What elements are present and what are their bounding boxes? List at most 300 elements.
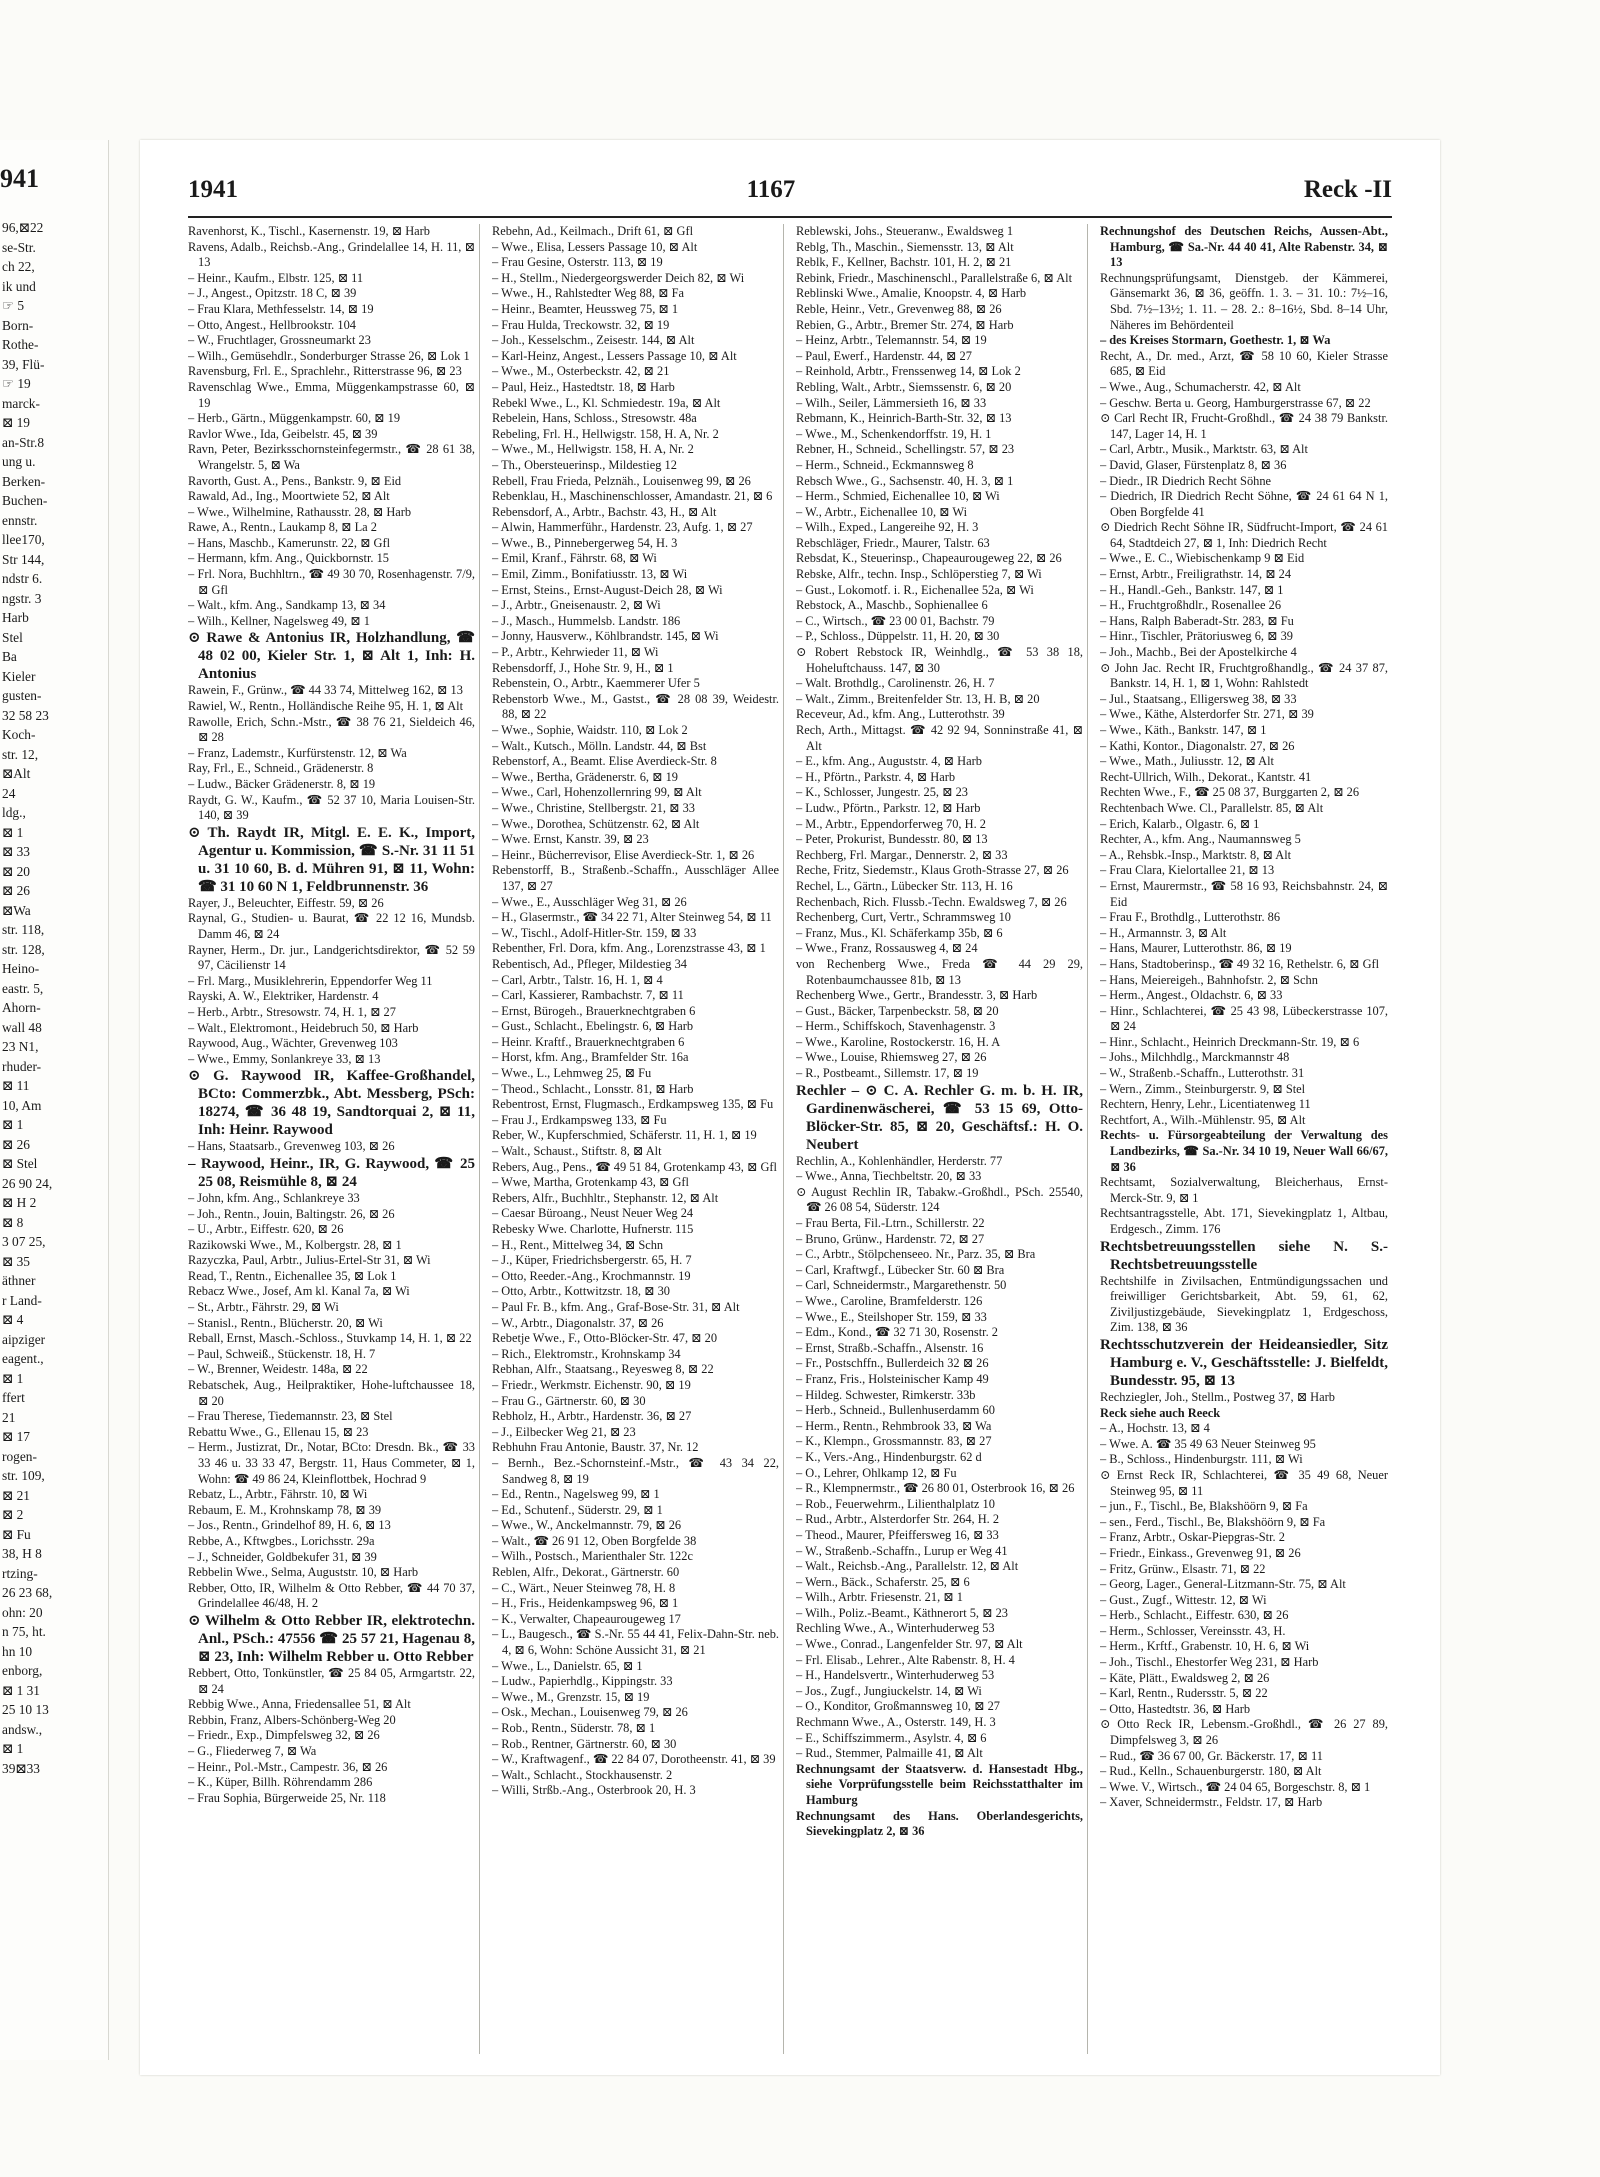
directory-entry: – Stanisl., Rentn., Blücherstr. 20, ⊠ Wi (188, 1315, 383, 1330)
directory-entry: – Frau G., Gärtnerstr. 60, ⊠ 30 (492, 1393, 646, 1408)
directory-entry: – C., Wärt., Neuer Steinweg 78, H. 8 (492, 1580, 676, 1595)
directory-entry: Rebacz Wwe., Josef, Am kl. Kanal 7a, ⊠ Wi (188, 1284, 410, 1299)
directory-entry: – Wwe., Dorothea, Schützenstr. 62, ⊠ Alt (492, 816, 700, 831)
directory-entry: – Otto, Reeder.-Ang., Krochmannstr. 19 (492, 1268, 691, 1283)
directory-entry: – Gust., Schlacht., Ebelingstr. 6, ⊠ Harb (492, 1019, 694, 1034)
directory-entry: ⊙ Th. Raydt IR, Mitgl. E. E. K., Import, Agentur u. Kommission, ☎ S.-Nr. 31 11 51 u. 31 10 60, B. d. Mühren 91, ⊠ 11, Wohn: ☎ 31 10 60 N 1, Feldbrunnenstr. 36 (188, 824, 475, 895)
left-page-line: 38, H 8 (2, 1546, 42, 1561)
directory-entry: Rechts- u. Fürsorgeabteilung der Verwaltung des Landbezirks, ☎ Sa.-Nr. 34 10 19, Neuer Wall 66/67, ⊠ 36 (1100, 1128, 1388, 1174)
directory-entry: – Frau J., Erdkampsweg 133, ⊠ Fu (492, 1112, 667, 1127)
directory-entry: – H., Armannstr. 3, ⊠ Alt (1100, 925, 1227, 940)
directory-entry: – Wilh., Kellner, Nagelsweg 49, ⊠ 1 (188, 613, 370, 628)
directory-entry: – Carl, Schneidermstr., Margarethenstr. 50 (796, 1278, 1007, 1293)
directory-entry: Rebner, H., Schneid., Schellingstr. 57, ⊠ 23 (796, 442, 1015, 457)
directory-entry: – Frau Hulda, Treckowstr. 32, ⊠ 19 (492, 317, 670, 332)
directory-entry: – E., kfm. Ang., Auguststr. 4, ⊠ Harb (796, 754, 982, 769)
left-page-header: 941 (0, 164, 39, 193)
directory-entry: Reball, Ernst, Masch.-Schloss., Stuvkamp 14, H. 1, ⊠ 22 (188, 1331, 472, 1346)
directory-entry: – Wwe., E., Steilshoper Str. 159, ⊠ 33 (796, 1309, 987, 1324)
directory-entry: Rebber, Otto, IR, Wilhelm & Otto Rebber, ☎ 44 70 37, Grindelallee 46/48, H. 2 (188, 1580, 475, 1611)
directory-entry: – W., Straßenb.-Schaffn., Lutterothstr. 31 (1100, 1066, 1305, 1081)
directory-entry: Rebenstorb Wwe., M., Gastst., ☎ 28 08 39, Weidestr. 88, ⊠ 22 (492, 691, 779, 722)
directory-entry: Rechtern, Henry, Lehr., Licentiatenweg 11 (1100, 1097, 1311, 1112)
left-page-line: ⊠ 26 (2, 1136, 30, 1152)
directory-entry: – Reinhold, Arbtr., Frenssenweg 14, ⊠ Lok 2 (796, 364, 1021, 379)
left-page-line: 21 (2, 1409, 16, 1425)
directory-entry: – Herm., Schlosser, Vereinsstr. 43, H. (1100, 1623, 1286, 1638)
directory-entry: – Paul, Schweiß., Stückenstr. 18, H. 7 (188, 1346, 376, 1361)
directory-entry: – Carl, Arbtr., Musik., Marktstr. 63, ⊠ Alt (1100, 442, 1308, 457)
left-page-line: ⊠ 1 (2, 1370, 24, 1386)
directory-entry: – Ernst, Bürogeh., Brauerknechtgraben 6 (492, 1003, 696, 1018)
left-page-line: ⊠ Stel (2, 1156, 38, 1171)
directory-entry: Rech, Arth., Mittagst. ☎ 42 92 94, Sonninstraße 41, ⊠ Alt (796, 723, 1083, 753)
directory-entry: – Theod., Maurer, Pfeiffersweg 16, ⊠ 33 (796, 1527, 999, 1542)
directory-entry: Rebeling, Frl. H., Hellwigstr. 158, H. A, Nr. 2 (492, 426, 719, 441)
directory-entry: – Heinr., Pol.-Mstr., Campestr. 36, ⊠ 26 (188, 1759, 388, 1774)
directory-entry: – Wwe., L., Danielstr. 65, ⊠ 1 (492, 1658, 643, 1673)
directory-entry: – Wwe., Caroline, Bramfelderstr. 126 (796, 1294, 983, 1308)
directory-entry: Rebehn, Ad., Keilmach., Drift 61, ⊠ Gfl (492, 224, 694, 238)
directory-entry: – Wwe. V., Wirtsch., ☎ 24 04 65, Borgeschstr. 8, ⊠ 1 (1100, 1779, 1371, 1794)
left-page-line: 96,⊠22 (2, 220, 44, 235)
left-page-line: 10, Am (2, 1097, 42, 1113)
directory-entry: – Wwe., Elisa, Lessers Passage 10, ⊠ Alt (492, 239, 698, 254)
directory-entry: – Walt., Kutsch., Mölln. Landstr. 44, ⊠ Bst (492, 738, 707, 753)
directory-entry: – W., Arbtr., Diagonalstr. 37, ⊠ 26 (492, 1315, 664, 1330)
directory-entry: Reblg, Th., Maschin., Siemensstr. 13, ⊠ Alt (796, 239, 1014, 254)
directory-entry: – Walt., Zimm., Breitenfelder Str. 13, H. B, ⊠ 20 (796, 691, 1040, 706)
left-page-line: str. 12, (2, 746, 39, 762)
directory-entry: Reblinski Wwe., Amalie, Knoopstr. 4, ⊠ Harb (796, 286, 1027, 301)
directory-entry: – Paul, Ewerf., Hardenstr. 44, ⊠ 27 (796, 348, 972, 363)
directory-entry: – Wwe., Conrad., Langenfelder Str. 97, ⊠ Alt (796, 1637, 1023, 1652)
directory-entry: – Wwe., H., Rahlstedter Weg 88, ⊠ Fa (492, 286, 684, 301)
directory-entry: Reble, Heinr., Vetr., Grevenweg 88, ⊠ 26 (796, 301, 1002, 316)
left-page-line: 39⊠33 (2, 1760, 41, 1776)
directory-entry: – Frau F., Brothdlg., Lutterothstr. 86 (1100, 910, 1281, 925)
directory-entry: – Walt., ☎ 26 91 12, Oben Borgfelde 38 (492, 1533, 697, 1548)
directory-entry: – Walt., Schlacht., Stockhausenstr. 2 (492, 1767, 673, 1782)
directory-entry: – E., Schiffszimmerm., Asylstr. 4, ⊠ 6 (796, 1730, 987, 1745)
directory-entry: ⊙ Otto Reck IR, Lebensm.-Großhdl., ☎ 26 27 89, Dimpfelsweg 3, ⊠ 26 (1100, 1717, 1388, 1748)
directory-entry: – Wwe, Martha, Grotenkamp 43, ⊠ Gfl (492, 1175, 689, 1190)
left-page-line: ⊠ 21 (2, 1487, 30, 1503)
directory-entry: – Fr., Postschffn., Bullerdeich 32 ⊠ 26 (796, 1356, 989, 1371)
directory-entry: – B., Schloss., Hindenburgstr. 111, ⊠ Wi (1100, 1452, 1303, 1467)
directory-entry: von Rechenberg Wwe., Freda ☎ 44 29 29, Rotenbaumchaussee 81b, ⊠ 13 (796, 956, 1083, 987)
directory-entry: Rebbin, Franz, Albers-Schönberg-Weg 20 (188, 1712, 396, 1727)
page-year: 1941 (188, 176, 238, 203)
directory-entry: – J., Schneider, Goldbekufer 31, ⊠ 39 (188, 1549, 377, 1564)
directory-entry: – Frau Sophia, Bürgerweide 25, Nr. 118 (188, 1790, 386, 1805)
directory-entry: – Ed., Rentn., Nagelsweg 99, ⊠ 1 (492, 1487, 660, 1502)
left-page-line: ⊠ 1 31 (2, 1682, 41, 1698)
directory-entry: – Rob., Rentner, Gärtnerstr. 60, ⊠ 30 (492, 1736, 677, 1751)
directory-entry: – Hinr., Schlachterei, ☎ 25 43 98, Lübeckerstrasse 107, ⊠ 24 (1100, 1003, 1388, 1034)
left-page-line: ☞ 19 (2, 376, 31, 391)
directory-entry: – Jos., Zugf., Jungiuckelstr. 14, ⊠ Wi (796, 1683, 982, 1698)
directory-entry: – J., Arbtr., Gneisenaustr. 2, ⊠ Wi (492, 598, 661, 613)
directory-entry: Ravenhorst, K., Tischl., Kasernenstr. 19, ⊠ Harb (188, 224, 430, 238)
directory-entry: – Hans, Maschb., Kamerunstr. 22, ⊠ Gfl (188, 535, 391, 550)
directory-entry: Rebschläger, Friedr., Maurer, Talstr. 63 (796, 535, 990, 550)
left-page-line: ngstr. 3 (2, 590, 42, 606)
directory-entry: Raywood, Aug., Wächter, Grevenweg 103 (188, 1036, 398, 1051)
directory-entry: – Herm., Angest., Oldachstr. 6, ⊠ 33 (1100, 988, 1283, 1003)
directory-entry: – Herm., Schiffskoch, Stavenhagenstr. 3 (796, 1019, 996, 1034)
directory-entry: Rechenberg Wwe., Gertr., Brandesstr. 3, ⊠ Harb (796, 988, 1038, 1003)
left-page-line: str. 128, (2, 941, 45, 957)
directory-entry: – Rud., Stemmer, Palmaille 41, ⊠ Alt (796, 1746, 983, 1761)
directory-entry: Rebenther, Frl. Dora, kfm. Ang., Lorenzstrasse 43, ⊠ 1 (492, 941, 766, 956)
directory-entry: Razikowski Wwe., M., Kolbergstr. 28, ⊠ 1 (188, 1237, 402, 1252)
directory-entry: – Wilh., Poliz.-Beamt., Käthnerort 5, ⊠ 23 (796, 1605, 1009, 1620)
left-page-line: 23 N1, (2, 1039, 39, 1054)
directory-entry: – Franz, Arbtr., Oskar-Piepgras-Str. 2 (1100, 1530, 1285, 1545)
directory-entry: – Wwe., Anna, Tiechbeltstr. 20, ⊠ 33 (796, 1169, 982, 1184)
directory-entry: Rawald, Ad., Ing., Moortwiete 52, ⊠ Alt (188, 489, 390, 504)
left-page-line: marck- (2, 395, 40, 411)
directory-entry: Rechenberg, Curt, Vertr., Schrammsweg 10 (796, 910, 1011, 925)
directory-entry: – Hildeg. Schwester, Rimkerstr. 33b (796, 1387, 976, 1402)
directory-entry: Rebenstorf, A., Beamt. Elise Averdieck-Str. 8 (492, 754, 717, 769)
left-page-lines (2, 218, 52, 1778)
directory-entry: – L., Baugesch., ☎ S.-Nr. 55 44 41, Felix-Dahn-Str. neb. 4, ⊠ 6, Wohn: Schöne Aussicht 31, ⊠ 21 (492, 1627, 779, 1658)
directory-entry: Reber, W., Kupferschmied, Schäferstr. 11, H. 1, ⊠ 19 (492, 1128, 757, 1143)
left-page-line: enborg, (2, 1663, 43, 1678)
directory-entry: – Herm., Schneid., Eckmannsweg 8 (796, 457, 974, 472)
left-page-line: ⊠Alt (2, 766, 31, 781)
directory-entry: Rebell, Frau Frieda, Pelznäh., Louisenweg 99, ⊠ 26 (492, 473, 751, 488)
left-page-line: eastr. 5, (2, 980, 44, 996)
left-page-line: Str 144, (2, 551, 45, 567)
left-page-line: 25 10 13 (2, 1702, 49, 1717)
directory-entry: – Walt. Brothdlg., Carolinenstr. 26, H. 7 (796, 676, 995, 691)
directory-entry: Rechziegler, Joh., Stellm., Postweg 37, ⊠ Harb (1100, 1389, 1335, 1404)
left-page-line: rhuder- (2, 1058, 42, 1074)
directory-entry: – Frau Klara, Methfesselstr. 14, ⊠ 19 (188, 301, 374, 316)
directory-entry: Rebenstein, O., Arbtr., Kaemmerer Ufer 5 (492, 676, 700, 691)
directory-entry: – Hinr., Schlacht., Heinrich Dreckmann-Str. 19, ⊠ 6 (1100, 1034, 1360, 1049)
directory-entry: – Heinz, Arbtr., Telemannstr. 54, ⊠ 19 (796, 333, 987, 348)
directory-entry: – Wwe., Wilhelmine, Rathausstr. 28, ⊠ Harb (188, 504, 412, 519)
directory-entry: Receveur, Ad., kfm. Ang., Lutterothstr. 39 (796, 707, 1005, 722)
directory-entry: – Herb., Arbtr., Stresowstr. 74, H. 1, ⊠ 27 (188, 1004, 396, 1019)
directory-page (140, 140, 1440, 2075)
left-page-line: ⊠ 19 (2, 415, 30, 430)
directory-entry: Rechtsantragsstelle, Abt. 171, Sievekingplatz 1, Altbau, Erdgesch., Zimm. 176 (1100, 1206, 1388, 1236)
directory-entry: – Herb., Schneid., Bullenhuserdamm 60 (796, 1403, 995, 1418)
directory-entry: – W., Straßenb.-Schaffn., Lurup er Weg 41 (796, 1543, 1008, 1558)
directory-entry: Rebink, Friedr., Maschinenschl., Parallelstraße 6, ⊠ Alt (796, 270, 1073, 285)
directory-entry: – Karl, Rentn., Rudersstr. 5, ⊠ 22 (1100, 1686, 1268, 1701)
directory-entry: Rechling Wwe., A., Winterhuderweg 53 (796, 1621, 995, 1636)
directory-entry: Razyczka, Paul, Arbtr., Julius-Ertel-Str 31, ⊠ Wi (188, 1253, 431, 1268)
left-page-line: wall 48 (2, 1019, 42, 1035)
directory-entry: – Ernst, Maurermstr., ☎ 58 16 93, Reichsbahnstr. 24, ⊠ Eid (1100, 878, 1388, 909)
directory-entry: – Alwin, Hammerführ., Hardenstr. 23, Aufg. 1, ⊠ 27 (492, 520, 753, 535)
directory-entry: – Wilh., Postsch., Marienthaler Str. 122c (492, 1549, 693, 1564)
directory-entry: Rechlin, A., Kohlenhändler, Herderstr. 77 (796, 1153, 1003, 1168)
directory-entry: Rechtenbach Wwe. Cl., Parallelstr. 85, ⊠ Alt (1100, 800, 1324, 815)
directory-entry: – Gust., Zugf., Wittestr. 12, ⊠ Wi (1100, 1592, 1267, 1607)
directory-entry: – H., Rent., Mittelweg 34, ⊠ Schn (492, 1237, 664, 1252)
directory-entry: – Friedr., Einkass., Grevenweg 91, ⊠ 26 (1100, 1545, 1301, 1560)
directory-entry: Rebatschek, Aug., Heilpraktiker, Hohe-luftchaussee 18, ⊠ 20 (188, 1378, 475, 1408)
left-page-line: Kieler (2, 668, 36, 684)
directory-entry: – Carl, Kraftwgf., Lübecker Str. 60 ⊠ Bra (796, 1262, 1005, 1277)
directory-entry: – Frau Clara, Kielortallee 21, ⊠ 13 (1100, 863, 1275, 878)
directory-entry: Reblewski, Johs., Steueranw., Ewaldsweg 1 (796, 224, 1014, 238)
directory-entry: – Herm., Rentn., Rehmbrook 33, ⊠ Wa (796, 1418, 992, 1433)
directory-entry: Rebbelin Wwe., Selma, Auguststr. 10, ⊠ Harb (188, 1565, 419, 1580)
left-page-line: 24 (2, 785, 16, 801)
directory-entry: – Franz, Mus., Kl. Schäferkamp 35b, ⊠ 6 (796, 925, 1003, 940)
directory-entry: – Wern., Zimm., Steinburgerstr. 9, ⊠ Stel (1100, 1081, 1306, 1096)
directory-entry: Ravens, Adalb., Reichsb.-Ang., Grindelallee 14, H. 11, ⊠ 13 (188, 239, 475, 270)
directory-entry: – Wwe., Math., Juliusstr. 12, ⊠ Alt (1100, 754, 1274, 769)
left-page-line: rogen- (2, 1448, 37, 1464)
directory-entry: – Johs., Milchhdlg., Marckmannstr 48 (1100, 1050, 1290, 1065)
column-3 (796, 224, 1088, 2054)
directory-entry: – R., Klempnermstr., ☎ 26 80 01, Osterbrook 16, ⊠ 26 (796, 1481, 1075, 1496)
directory-entry: – Herb., Schlacht., Eiffestr. 630, ⊠ 26 (1100, 1608, 1289, 1623)
directory-entry: – Joh., Kesselschm., Zeisestr. 144, ⊠ Alt (492, 333, 695, 348)
left-page-line: se-Str. (2, 239, 36, 255)
directory-entry: – J., Küper, Friedrichsbergerstr. 65, H. 7 (492, 1253, 692, 1268)
directory-entry: – John, kfm. Ang., Schlankreye 33 (188, 1190, 360, 1205)
directory-entry: – Carl, Kassierer, Rambachstr. 7, ⊠ 11 (492, 988, 684, 1003)
left-page-line: ik und (2, 278, 36, 294)
directory-entry: – Osk., Mechan., Louisenweg 79, ⊠ 26 (492, 1705, 688, 1720)
directory-entry: – Diedr., IR Diedrich Recht Söhne (1100, 473, 1272, 488)
directory-entry: – Wwe., M., Schenkendorffstr. 19, H. 1 (796, 426, 992, 441)
directory-entry: – R., Postbeamt., Sillemstr. 17, ⊠ 19 (796, 1066, 979, 1081)
directory-entry: – H., Handl.-Geh., Bankstr. 147, ⊠ 1 (1100, 582, 1284, 597)
directory-entry: – P., Arbtr., Kehrwieder 11, ⊠ Wi (492, 645, 659, 660)
directory-entry: Rechter, A., kfm. Ang., Naumannsweg 5 (1100, 832, 1301, 847)
left-page-line: Harb (2, 610, 29, 625)
left-page-line: ⊠ 35 (2, 1253, 30, 1269)
directory-entry: – H., Glasermstr., ☎ 34 22 71, Alter Steinweg 54, ⊠ 11 (492, 910, 772, 925)
left-page-line: ennstr. (2, 512, 38, 528)
left-page-line: rtzing- (2, 1565, 38, 1581)
page-number: 1167 (746, 176, 796, 203)
directory-entry: Rebentrost, Ernst, Flugmasch., Erdkampsweg 135, ⊠ Fu (492, 1097, 774, 1112)
directory-entry: – J., Angest., Opitzstr. 18 C, ⊠ 39 (188, 286, 357, 301)
directory-entry: – M., Arbtr., Eppendorferweg 70, H. 2 (796, 816, 986, 831)
left-page-line: 3 07 25, (2, 1234, 46, 1249)
left-page-line: ⊠ 33 (2, 844, 30, 859)
directory-entry: – G., Fliederweg 7, ⊠ Wa (188, 1743, 317, 1758)
directory-entry: Rechtfort, A., Wilh.-Mühlenstr. 95, ⊠ Alt (1100, 1112, 1306, 1127)
left-page-fragment (0, 140, 109, 2060)
directory-entry: – Wwe., Karoline, Rostockerstr. 16, H. A (796, 1034, 1001, 1049)
left-page-line: hn 10 (2, 1643, 33, 1659)
directory-entry: – des Kreises Stormarn, Goethestr. 1, ⊠ Wa (1100, 333, 1331, 348)
directory-entry: Rechnungsamt der Staatsverw. d. Hansestadt Hbg., siehe Vorprüfungsstelle beim Reichsstatthalter im Hamburg (796, 1761, 1083, 1807)
directory-entry: – Ludw., Pförtn., Parkstr. 12, ⊠ Harb (796, 800, 981, 815)
left-page-line: ohn: 20 (2, 1604, 43, 1620)
directory-entry: Rebhuhn Frau Antonie, Baustr. 37, Nr. 12 (492, 1440, 699, 1455)
directory-entry: – Paul, Heiz., Hastedtstr. 18, ⊠ Harb (492, 379, 675, 394)
directory-entry: – K., Klempn., Grossmannstr. 83, ⊠ 27 (796, 1434, 992, 1449)
directory-entry: ⊙ Carl Recht IR, Frucht-Großhdl., ☎ 24 38 79 Bankstr. 147, Lager 14, H. 1 (1100, 411, 1388, 441)
directory-entry: Rechler – ⊙ C. A. Rechler G. m. b. H. IR, Gardinenwäscherei, ☎ 53 15 69, Otto-Blöcker-Str. 85, ⊠ 20, Geschäftsf.: H. O. Neubert (796, 1082, 1083, 1153)
directory-entry: – Herm., Schmied, Eichenallee 10, ⊠ Wi (796, 489, 1000, 504)
column-4 (1100, 224, 1392, 2054)
directory-entry: – Wwe., Käth., Bankstr. 147, ⊠ 1 (1100, 723, 1267, 737)
directory-entry: ⊙ John Jac. Recht IR, Fruchtgroßhandlg., ☎ 24 37 87, Bankstr. 14, H. 1, ⊠ 1, Wohn: Rahlstedt (1100, 660, 1388, 691)
left-page-line: ⊠ 20 (2, 863, 30, 879)
directory-entry: Rebetje Wwe., F., Otto-Blöcker-Str. 47, ⊠ 20 (492, 1331, 718, 1346)
directory-entry: – Wwe., Carl, Hohenzollernring 99, ⊠ Alt (492, 785, 702, 800)
directory-entry: – Otto, Hastedtstr. 36, ⊠ Harb (1100, 1701, 1251, 1716)
directory-entry: Reblen, Alfr., Dekorat., Gärtnerstr. 60 (492, 1565, 680, 1580)
directory-entry: – Hans, Stadtoberinsp., ☎ 49 32 16, Rethelstr. 6, ⊠ Gfl (1100, 956, 1380, 971)
directory-entry: Rebling, Walt., Arbtr., Siemssenstr. 6, ⊠ 20 (796, 379, 1012, 394)
directory-entry: – Raywood, Heinr., IR, G. Raywood, ☎ 25 25 08, Reismühle 8, ⊠ 24 (188, 1155, 475, 1190)
left-page-line: ⊠ 26 (2, 883, 30, 898)
directory-entry: Rayner, Herm., Dr. jur., Landgerichtsdirektor, ☎ 52 59 97, Cäcilienstr 14 (188, 942, 475, 973)
directory-entry: – Wwe., M., Hellwigstr. 158, H. A, Nr. 2 (492, 442, 694, 457)
directory-entry: – Wwe., E. C., Wiebischenkamp 9 ⊠ Eid (1100, 551, 1305, 566)
directory-entry: – Emil, Kranf., Fährstr. 68, ⊠ Wi (492, 551, 657, 566)
directory-entry: – Th., Obersteuerinsp., Mildestieg 12 (492, 457, 677, 472)
directory-entry: – Walt., kfm. Ang., Sandkamp 13, ⊠ 34 (188, 598, 386, 613)
directory-entry: Raynal, G., Studien- u. Baurat, ☎ 22 12 16, Mundsb. Damm 46, ⊠ 24 (188, 911, 475, 941)
directory-entry: – O., Lehrer, Ohlkamp 12, ⊠ Fu (796, 1465, 957, 1480)
directory-entry: – O., Konditor, Großmannsweg 10, ⊠ 27 (796, 1699, 1000, 1714)
page-header (188, 172, 1392, 208)
left-page-line: Heino- (2, 961, 40, 976)
directory-entry: Ray, Frl., E., Schneid., Grädenerstr. 8 (188, 761, 374, 776)
directory-entry: – Walt., Reichsb.-Ang., Parallelstr. 12, ⊠ Alt (796, 1559, 1019, 1574)
directory-entry: – Paul Fr. B., kfm. Ang., Graf-Bose-Str. 31, ⊠ Alt (492, 1299, 740, 1314)
directory-entry: – Frl. Elisab., Lehrer., Alte Rabenstr. 8, H. 4 (796, 1652, 1015, 1667)
directory-entry: – David, Glaser, Fürstenplatz 8, ⊠ 36 (1100, 457, 1287, 472)
column-2 (492, 224, 784, 2054)
directory-entry: – J., Eilbecker Weg 21, ⊠ 23 (492, 1424, 636, 1439)
directory-entry: – Frau Therese, Tiedemannstr. 23, ⊠ Stel (188, 1409, 393, 1424)
directory-entry: – Hermann, kfm. Ang., Quickbornstr. 15 (188, 551, 389, 566)
directory-entry: Rechtsbetreuungsstellen siehe N. S.-Rechtsbetreuungsstelle (1100, 1238, 1388, 1273)
directory-entry: Ravensburg, Frl. E., Sprachlehr., Ritterstrasse 96, ⊠ 23 (188, 364, 462, 379)
directory-entry: – W., Brenner, Weidestr. 148a, ⊠ 22 (188, 1362, 368, 1377)
left-page-line: ndstr 6. (2, 571, 43, 586)
directory-entry: – Bernh., Bez.-Schornsteinf.-Mstr., ☎ 43 34 22, Sandweg 8, ⊠ 19 (492, 1455, 779, 1486)
left-page-line: r Land- (2, 1292, 42, 1308)
directory-entry: – Wilh., Seiler, Lämmersieth 16, ⊠ 33 (796, 395, 987, 410)
left-page-line: gusten- (2, 688, 42, 703)
directory-entry: – Rich., Elektromstr., Krohnskamp 34 (492, 1346, 681, 1361)
directory-entry: – Wilh., Exped., Langereihe 92, H. 3 (796, 520, 979, 535)
directory-entry: – P., Schloss., Düppelstr. 11, H. 20, ⊠ 30 (796, 629, 1000, 644)
left-page-line: ⊠ 1 (2, 1117, 24, 1132)
directory-entry: Rebhan, Alfr., Staatsang., Reyesweg 8, ⊠ 22 (492, 1362, 714, 1377)
directory-entry: – Wwe. A. ☎ 35 49 63 Neuer Steinweg 95 (1100, 1436, 1316, 1451)
directory-entry: – Heinr., Beamter, Heussweg 75, ⊠ 1 (492, 301, 679, 316)
directory-entry: – Horst, kfm. Ang., Bramfelder Str. 16a (492, 1050, 689, 1065)
directory-entry: Rechmann Wwe., A., Osterstr. 149, H. 3 (796, 1715, 996, 1730)
directory-entry: Recht-Ullrich, Wilh., Dekorat., Kantstr. 41 (1100, 769, 1312, 784)
directory-entry: – Joh., Tischl., Ehestorfer Weg 231, ⊠ Harb (1100, 1655, 1319, 1670)
directory-entry: – Wwe., Christine, Stellbergstr. 21, ⊠ 33 (492, 800, 695, 815)
directory-entry: Rebattu Wwe., G., Ellenau 15, ⊠ 23 (188, 1424, 369, 1439)
directory-entry: – Hans, Meiereigeh., Bahnhofstr. 2, ⊠ Schn (1100, 972, 1318, 987)
directory-entry: Rawe, A., Rentn., Laukamp 8, ⊠ La 2 (188, 520, 377, 535)
directory-entry: – C., Arbtr., Stölpchenseeo. Nr., Parz. 35, ⊠ Bra (796, 1247, 1036, 1262)
directory-entry: – Jul., Staatsang., Elligersweg 38, ⊠ 33 (1100, 691, 1297, 706)
directory-entry: – Jonny, Hausverw., Köhlbrandstr. 145, ⊠ Wi (492, 629, 719, 644)
directory-entry: Ravorth, Gust. A., Pens., Bankstr. 9, ⊠ Eid (188, 473, 402, 488)
left-page-line: eagent., (2, 1351, 44, 1366)
directory-entry: – A., Rehsbk.-Insp., Marktstr. 8, ⊠ Alt (1100, 847, 1292, 862)
directory-entry: Rebien, G., Arbtr., Bremer Str. 274, ⊠ Harb (796, 317, 1014, 332)
directory-entry: – C., Wirtsch., ☎ 23 00 01, Bachstr. 79 (796, 613, 995, 628)
directory-entry: – Willi, Strßb.-Ang., Osterbrook 20, H. 3 (492, 1783, 696, 1798)
directory-entry: Rebbe, A., Kftwgbes., Lorichsstr. 29a (188, 1533, 375, 1548)
directory-entry: – Wilh., Gemüsehdlr., Sonderburger Strasse 26, ⊠ Lok 1 (188, 348, 470, 363)
left-page-line: Berken- (2, 473, 46, 489)
directory-entry: – Franz, Lademstr., Kurfürstenstr. 12, ⊠ Wa (188, 745, 407, 760)
directory-entry: – W., Fruchtlager, Grossneumarkt 23 (188, 333, 371, 348)
directory-entry: Rebers, Aug., Pens., ☎ 49 51 84, Grotenkamp 43, ⊠ Gfl (492, 1159, 777, 1174)
directory-entry: – Wwe., Franz, Rossausweg 4, ⊠ 24 (796, 941, 978, 956)
directory-entry: Read, T., Rentn., Eichenallee 35, ⊠ Lok 1 (188, 1268, 397, 1283)
directory-entry: Rebatz, L., Arbtr., Fährstr. 10, ⊠ Wi (188, 1487, 368, 1502)
directory-entry: Ravlor Wwe., Ida, Geibelstr. 45, ⊠ 39 (188, 426, 378, 441)
directory-entry: – Wilh., Arbtr. Friesenstr. 21, ⊠ 1 (796, 1590, 963, 1605)
directory-entry: – Hinr., Tischler, Prätoriusweg 6, ⊠ 39 (1100, 629, 1293, 644)
directory-entry: – Carl, Arbtr., Talstr. 16, H. 1, ⊠ 4 (492, 972, 663, 987)
directory-entry: – Rud., Kelln., Schauenburgerstr. 180, ⊠ Alt (1100, 1764, 1322, 1779)
left-page-line: llee170, (2, 532, 45, 547)
directory-entry: – Karl-Heinz, Angest., Lessers Passage 10, ⊠ Alt (492, 348, 737, 363)
directory-entry: Reck siehe auch Reeck (1100, 1405, 1221, 1420)
directory-entry: – Ernst, Straßb.-Schaffn., Alsenstr. 16 (796, 1340, 984, 1355)
directory-entry: – Ludw., Bäcker Grädenerstr. 8, ⊠ 19 (188, 777, 376, 791)
left-page-line: str. 118, (2, 922, 45, 937)
directory-entry: – Kathi, Kontor., Diagonalstr. 27, ⊠ 26 (1100, 738, 1295, 753)
directory-entry: – K., Schlosser, Jungestr. 25, ⊠ 23 (796, 785, 968, 800)
left-page-line: ⊠ Fu (2, 1526, 31, 1542)
directory-entry: – Ludw., Papierhdlg., Kippingstr. 33 (492, 1674, 673, 1689)
directory-entry: – H., Handelsvertr., Winterhuderweg 53 (796, 1668, 995, 1683)
directory-entry: Rebske, Alfr., techn. Insp., Schlöperstieg 7, ⊠ Wi (796, 567, 1042, 582)
directory-entry: – Hans, Ralph Baberadt-Str. 283, ⊠ Fu (1100, 613, 1294, 628)
directory-entry: Rechberg, Frl. Margar., Dennerstr. 2, ⊠ 33 (796, 847, 1008, 862)
directory-entry: Rebenklau, H., Maschinenschlosser, Amandastr. 21, ⊠ 6 (492, 489, 773, 504)
directory-entry: Rechel, L., Gärtn., Lübecker Str. 113, H. 16 (796, 878, 1013, 893)
directory-entry: Rechenbach, Rich. Flussb.-Techn. Ewaldsweg 7, ⊠ 26 (796, 894, 1067, 909)
directory-entry: – Heinr., Kaufm., Elbstr. 125, ⊠ 11 (188, 270, 364, 285)
directory-entry: – Rob., Rentn., Süderstr. 78, ⊠ 1 (492, 1721, 656, 1735)
directory-entry: Rebmann, K., Heinrich-Barth-Str. 32, ⊠ 13 (796, 411, 1012, 426)
directory-entry: Rebekl Wwe., L., Kl. Schmiedestr. 19a, ⊠ Alt (492, 395, 721, 410)
left-page-line: aipziger (2, 1331, 46, 1347)
directory-entry: – Emil, Zimm., Bonifatiusstr. 13, ⊠ Wi (492, 567, 688, 582)
directory-entry: – Wern., Bäck., Schaferstr. 25, ⊠ 6 (796, 1574, 970, 1589)
left-page-line: ☞ 5 (2, 298, 25, 313)
directory-entry: – Wwe., Käthe, Alsterdorfer Str. 271, ⊠ 39 (1100, 707, 1314, 722)
directory-entry: – Wwe., Aug., Schumacherstr. 42, ⊠ Alt (1100, 379, 1301, 394)
directory-entry: – Wwe., L., Lehmweg 25, ⊠ Fu (492, 1066, 652, 1081)
directory-entry: Rawiel, W., Rentn., Holländische Reihe 95, H. 1, ⊠ Alt (188, 699, 464, 714)
directory-entry: – Ernst, Steins., Ernst-August-Deich 28, ⊠ Wi (492, 582, 723, 597)
directory-entry: – Frl. Marg., Musiklehrerin, Eppendorfer Weg 11 (188, 973, 433, 988)
